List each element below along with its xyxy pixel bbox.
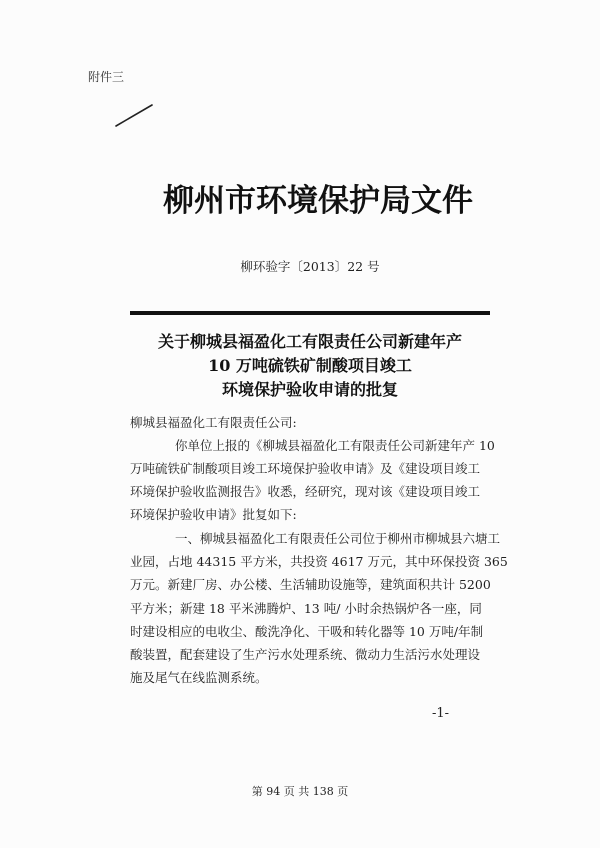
attachment-label: 附件三	[88, 70, 125, 84]
body-line: 平方米；新建 18 平米沸腾炉、13 吨/ 小时余热锅炉各一座，同	[130, 601, 482, 616]
document-number: 柳环验字〔2013〕22 号	[240, 259, 380, 274]
body-line: 你单位上报的《柳城县福盈化工有限责任公司新建年产 10	[175, 438, 495, 453]
body-line: 万吨硫铁矿制酸项目竣工环境保护验收申请》及《建设项目竣工	[130, 461, 481, 476]
handwritten-slash-mark	[112, 100, 156, 132]
body-line: 酸装置，配套建设了生产污水处理系统、微动力生活污水处理设	[130, 647, 481, 662]
body-line: 环境保护验收申请》批复如下:	[130, 507, 297, 522]
body-line: 施及尾气在线监测系统。	[130, 670, 268, 685]
page-marker: -1-	[432, 706, 450, 721]
salutation: 柳城县福盈化工有限责任公司:	[130, 415, 297, 430]
document-header-title: 柳州市环境保护局文件	[163, 183, 473, 219]
body-line: 万元。新建厂房、办公楼、生活辅助设施等，建筑面积共计 5200	[130, 577, 491, 592]
header-divider-rule	[130, 311, 490, 315]
page-footer: 第 94 页 共 138 页	[251, 785, 349, 798]
body-line: 业园，占地 44315 平方米，共投资 4617 万元，其中环保投资 365	[130, 554, 508, 569]
subject-line-3: 环境保护验收申请的批复	[221, 380, 398, 399]
body-line: 时建设相应的电收尘、酸洗净化、干吸和转化器等 10 万吨/年制	[130, 624, 484, 639]
body-line: 一、柳城县福盈化工有限责任公司位于柳州市柳城县六塘工	[175, 531, 501, 546]
subject-line-1: 关于柳城县福盈化工有限责任公司新建年产	[157, 332, 462, 351]
body-line: 环境保护验收监测报告》收悉，经研究，现对该《建设项目竣工	[130, 484, 481, 499]
subject-line-2: 10 万吨硫铁矿制酸项目竣工	[208, 356, 412, 375]
